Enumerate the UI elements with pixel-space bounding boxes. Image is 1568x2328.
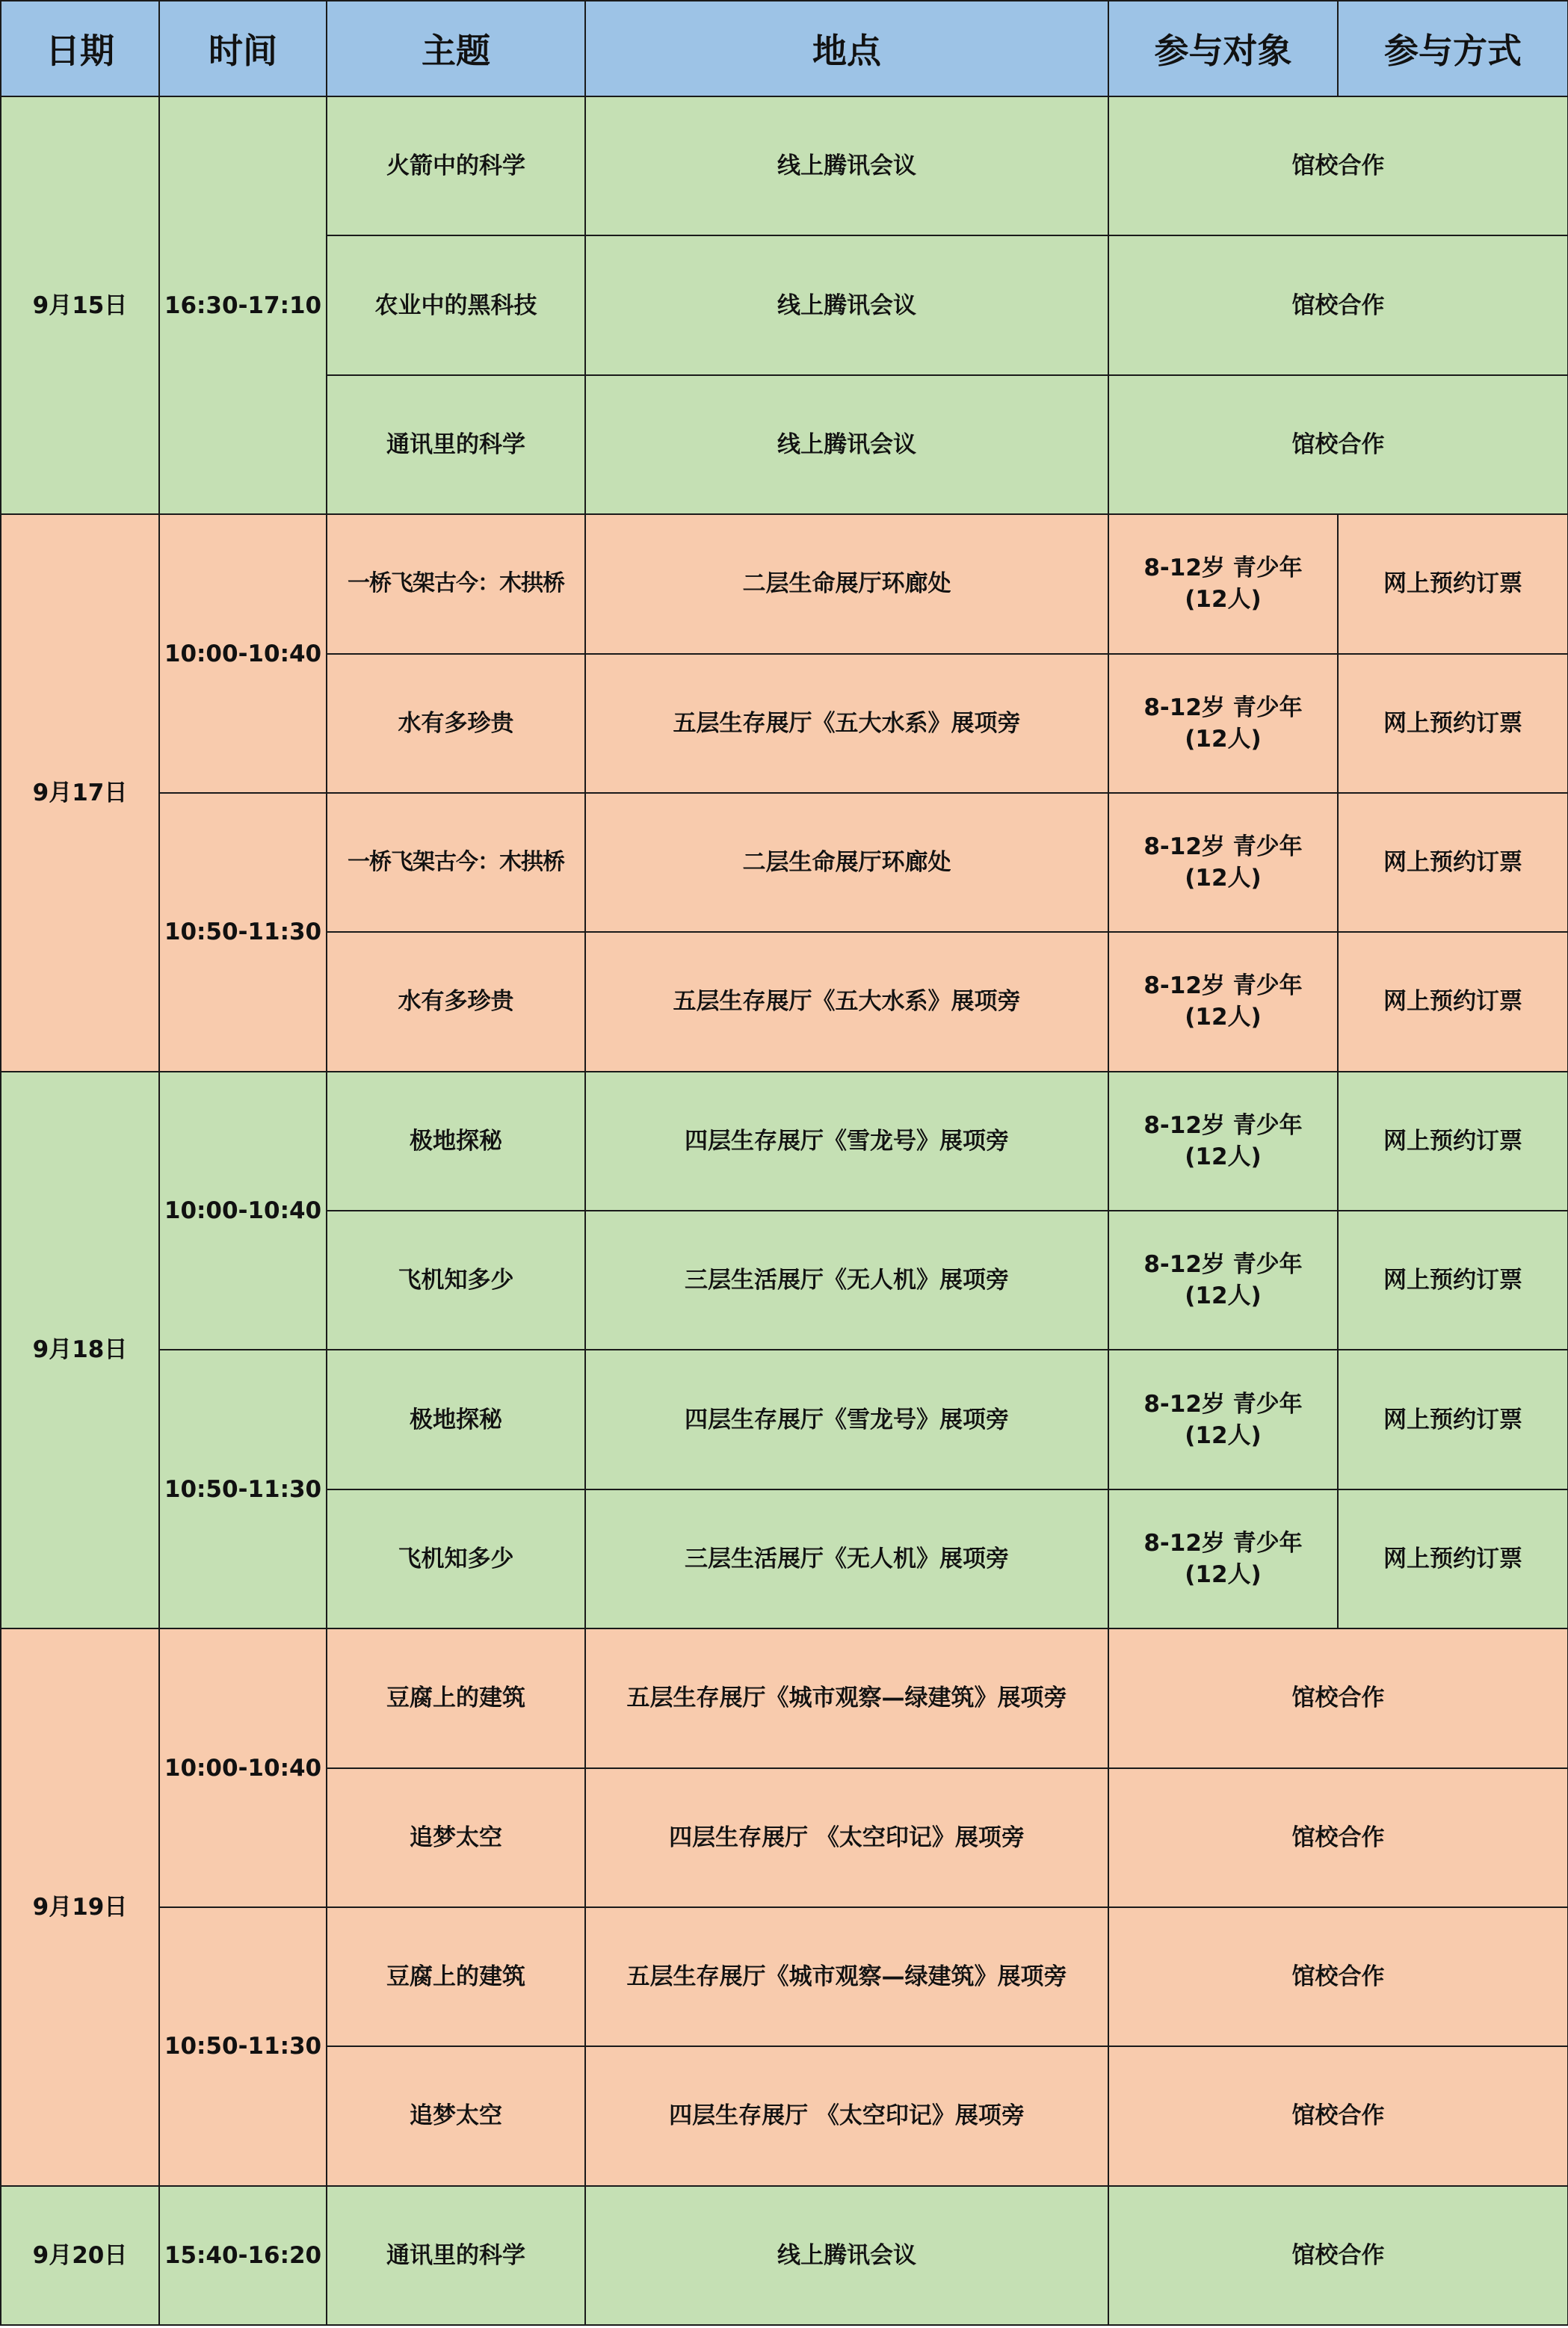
audience-age: 8-12岁 青少年 [1143,1111,1303,1139]
method-cell: 网上预约订票 [1338,1211,1568,1350]
method-cell: 网上预约订票 [1338,654,1568,793]
table-row [1,96,1568,235]
audience-age: 8-12岁 青少年 [1143,833,1303,861]
time-cell: 10:50-11:30 [159,1907,327,2186]
place-cell: 四层生存展厅 《太空印记》展项旁 [585,1768,1108,1907]
place-cell: 二层生命展厅环廊处 [585,793,1108,932]
method-cell: 网上预约订票 [1338,1489,1568,1628]
topic-cell: 水有多珍贵 [327,932,585,1071]
participation-cell: 馆校合作 [1108,96,1568,235]
header-date: 日期 [1,1,159,96]
date-cell: 9月19日 [1,1628,159,2186]
topic-cell: 一桥飞架古今：木拱桥 [327,793,585,932]
time-cell: 10:00-10:40 [159,1072,327,1350]
participation-cell: 馆校合作 [1108,1768,1568,1907]
header-place: 地点 [585,1,1108,96]
participation-cell: 馆校合作 [1108,2046,1568,2185]
time-cell: 10:50-11:30 [159,793,327,1072]
date-cell: 9月15日 [1,96,159,514]
audience-count: (12人) [1185,1560,1262,1588]
topic-cell: 通讯里的科学 [327,375,585,514]
participation-cell: 馆校合作 [1108,1628,1568,1767]
participation-cell: 馆校合作 [1108,2186,1568,2325]
place-cell: 五层生存展厅《五大水系》展项旁 [585,654,1108,793]
audience-cell [1108,1489,1338,1628]
audience-count: (12人) [1185,586,1262,614]
audience-count: (12人) [1185,1143,1262,1170]
place-cell: 五层生存展厅《五大水系》展项旁 [585,932,1108,1071]
table-row [1,1350,1568,1489]
topic-cell: 火箭中的科学 [327,96,585,235]
audience-age: 8-12岁 青少年 [1143,1529,1303,1557]
place-cell: 线上腾讯会议 [585,375,1108,514]
topic-cell: 通讯里的科学 [327,2186,585,2325]
audience-cell [1108,793,1338,932]
audience-cell [1108,1350,1338,1489]
time-cell: 16:30-17:10 [159,96,327,514]
topic-cell: 极地探秘 [327,1072,585,1211]
method-cell: 网上预约订票 [1338,1072,1568,1211]
topic-cell: 飞机知多少 [327,1211,585,1350]
place-cell: 四层生存展厅《雪龙号》展项旁 [585,1350,1108,1489]
audience-age: 8-12岁 青少年 [1143,694,1303,721]
date-cell: 9月18日 [1,1072,159,1629]
date-cell: 9月17日 [1,514,159,1072]
audience-cell [1108,654,1338,793]
place-cell: 线上腾讯会议 [585,96,1108,235]
topic-cell: 豆腐上的建筑 [327,1628,585,1767]
place-cell: 四层生存展厅 《太空印记》展项旁 [585,2046,1108,2185]
participation-cell: 馆校合作 [1108,375,1568,514]
topic-cell: 追梦太空 [327,1768,585,1907]
place-cell: 五层生存展厅《城市观察—绿建筑》展项旁 [585,1628,1108,1767]
method-cell: 网上预约订票 [1338,1350,1568,1489]
audience-count: (12人) [1185,865,1262,892]
audience-age: 8-12岁 青少年 [1143,972,1303,1000]
topic-cell: 豆腐上的建筑 [327,1907,585,2046]
topic-cell: 追梦太空 [327,2046,585,2185]
time-cell: 10:50-11:30 [159,1350,327,1628]
table-row [1,1907,1568,2046]
method-cell: 网上预约订票 [1338,932,1568,1071]
audience-count: (12人) [1185,1004,1262,1031]
place-cell: 线上腾讯会议 [585,2186,1108,2325]
time-cell: 15:40-16:20 [159,2186,327,2325]
audience-cell [1108,932,1338,1071]
table-row [1,2186,1568,2325]
place-cell: 三层生活展厅《无人机》展项旁 [585,1489,1108,1628]
place-cell: 五层生存展厅《城市观察—绿建筑》展项旁 [585,1907,1108,2046]
topic-cell: 水有多珍贵 [327,654,585,793]
topic-cell: 农业中的黑科技 [327,235,585,374]
place-cell: 三层生活展厅《无人机》展项旁 [585,1211,1108,1350]
audience-cell [1108,1211,1338,1350]
place-cell: 二层生命展厅环廊处 [585,514,1108,653]
topic-cell: 极地探秘 [327,1350,585,1489]
table-row [1,1628,1568,1767]
audience-count: (12人) [1185,725,1262,753]
table-row [1,1072,1568,1211]
header-topic: 主题 [327,1,585,96]
audience-cell [1108,514,1338,653]
audience-age: 8-12岁 青少年 [1143,1251,1303,1279]
place-cell: 四层生存展厅《雪龙号》展项旁 [585,1072,1108,1211]
date-cell: 9月20日 [1,2186,159,2325]
topic-cell: 一桥飞架古今：木拱桥 [327,514,585,653]
audience-cell [1108,1072,1338,1211]
participation-cell: 馆校合作 [1108,235,1568,374]
participation-cell: 馆校合作 [1108,1907,1568,2046]
topic-cell: 飞机知多少 [327,1489,585,1628]
audience-age: 8-12岁 青少年 [1143,555,1303,582]
time-cell: 10:00-10:40 [159,514,327,793]
table-row [1,514,1568,653]
header-audience: 参与对象 [1108,1,1338,96]
header-row [1,1,1568,96]
place-cell: 线上腾讯会议 [585,235,1108,374]
time-cell: 10:00-10:40 [159,1628,327,1907]
method-cell: 网上预约订票 [1338,793,1568,932]
audience-count: (12人) [1185,1421,1262,1449]
audience-count: (12人) [1185,1282,1262,1310]
method-cell: 网上预约订票 [1338,514,1568,653]
header-time: 时间 [159,1,327,96]
table-row [1,793,1568,932]
header-method: 参与方式 [1338,1,1568,96]
audience-age: 8-12岁 青少年 [1143,1390,1303,1418]
